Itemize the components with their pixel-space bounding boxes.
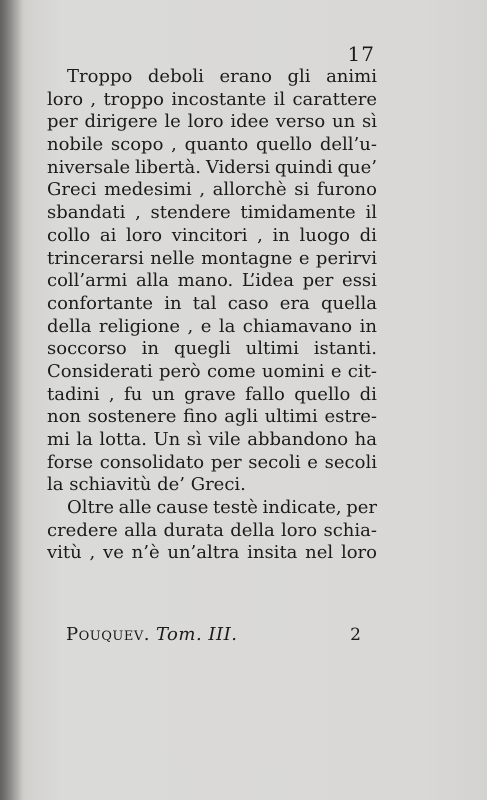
text-line xyxy=(47,542,377,565)
word: cause xyxy=(156,497,209,519)
word: e xyxy=(298,247,310,269)
word: di xyxy=(359,383,377,405)
word: ultimi xyxy=(245,338,299,360)
word: n’è xyxy=(131,542,160,564)
word: carattere xyxy=(292,88,377,110)
volume-label: Tom. III. xyxy=(155,624,238,645)
word: collo xyxy=(47,224,91,246)
word: secoli xyxy=(324,451,377,473)
word: indicate, xyxy=(262,497,342,519)
text-line xyxy=(47,66,377,89)
word: verso xyxy=(275,111,326,133)
word: Greci xyxy=(47,179,97,201)
word: in xyxy=(141,338,160,360)
word: erano xyxy=(219,66,272,87)
word: timidamente xyxy=(240,202,356,224)
word: ultimi xyxy=(264,406,318,428)
text-line: la schiavitù de’ Greci. xyxy=(47,474,246,496)
text-line xyxy=(47,134,377,157)
text-line xyxy=(47,225,377,248)
word: incostante xyxy=(171,88,267,110)
word: furono xyxy=(316,179,377,201)
text-line xyxy=(47,202,377,225)
word: per xyxy=(47,111,78,133)
word: lotta. xyxy=(99,429,147,450)
word: per xyxy=(346,497,377,519)
word: Considerati xyxy=(47,360,153,382)
word: essi xyxy=(342,270,377,292)
word: ha xyxy=(354,429,377,450)
word: stendere xyxy=(150,202,231,224)
word: in xyxy=(272,224,290,246)
word: di xyxy=(359,224,377,246)
word: in xyxy=(359,315,377,337)
word: sì xyxy=(361,111,377,133)
word: perirvi xyxy=(315,247,377,269)
text-line xyxy=(47,497,377,520)
word: quindi xyxy=(274,156,333,178)
word: libertà. xyxy=(135,156,201,178)
word: scopo xyxy=(110,134,164,156)
word: alle xyxy=(118,497,152,519)
text-line xyxy=(47,270,377,293)
word: mano. xyxy=(177,270,234,292)
word: schia- xyxy=(323,519,377,541)
word: un xyxy=(332,111,356,133)
word: , xyxy=(171,134,177,156)
word: quello xyxy=(255,134,313,156)
word: luogo xyxy=(299,224,351,246)
text-line xyxy=(47,429,377,452)
word: credere xyxy=(47,519,118,541)
word: loro xyxy=(126,224,163,246)
word: deboli xyxy=(147,66,204,87)
word: , xyxy=(199,179,206,201)
word: coll’armi xyxy=(47,270,128,292)
word: que’ xyxy=(337,156,377,178)
word: sostenere xyxy=(87,406,177,428)
text-line xyxy=(47,248,377,271)
word: abbandono xyxy=(247,429,349,450)
word: Vidersi xyxy=(205,156,271,178)
word: si xyxy=(294,179,310,201)
word: idee xyxy=(230,111,269,133)
word: Un xyxy=(153,429,181,450)
word: alla xyxy=(124,519,158,541)
word: nel xyxy=(305,542,334,564)
word: , xyxy=(90,88,97,110)
word: il xyxy=(365,202,377,224)
word: medesimi xyxy=(104,179,192,201)
word: L’idea xyxy=(241,270,294,292)
text-line xyxy=(47,111,377,134)
word: quello xyxy=(294,383,351,405)
gathering-mark: 2 xyxy=(350,625,361,645)
word: sbandati xyxy=(47,202,126,224)
word: animi xyxy=(326,66,377,87)
text-line xyxy=(47,406,377,429)
word: allorchè xyxy=(212,179,287,201)
word: , xyxy=(187,315,194,337)
word: tadini xyxy=(47,383,100,405)
text-line xyxy=(47,157,377,180)
body-text xyxy=(47,66,377,565)
word: agli xyxy=(224,406,258,428)
word: per xyxy=(210,451,242,473)
word: loro xyxy=(281,519,318,541)
text-line xyxy=(47,316,377,339)
word: Oltre xyxy=(67,497,115,519)
word: alla xyxy=(135,270,169,292)
word: la xyxy=(218,315,236,337)
word: vile xyxy=(208,429,241,450)
word: e xyxy=(330,360,342,382)
text-line xyxy=(47,293,377,316)
word: sì xyxy=(186,429,202,450)
word: , xyxy=(135,202,141,224)
word: chiamavano xyxy=(242,315,353,337)
word: le xyxy=(164,111,181,133)
word: della xyxy=(230,519,275,541)
word: niversale xyxy=(47,156,131,178)
word: vincitori xyxy=(171,224,248,246)
signature-line xyxy=(66,624,237,645)
word: estre- xyxy=(324,406,377,428)
word: per xyxy=(302,270,334,292)
word: gli xyxy=(287,66,311,87)
word: ai xyxy=(99,224,117,246)
text-line xyxy=(47,89,377,112)
word: confortante xyxy=(47,292,154,314)
page-footer xyxy=(66,624,361,645)
word: fallo xyxy=(245,383,285,405)
word: e xyxy=(200,315,212,337)
word: e xyxy=(307,451,318,473)
author-signature: Pouquev. xyxy=(66,624,150,645)
word: montagne xyxy=(201,247,293,269)
word: insita xyxy=(247,542,298,564)
word: Troppo xyxy=(67,66,133,87)
word: vitù xyxy=(47,542,82,564)
word: un xyxy=(151,383,175,405)
word: tal xyxy=(192,292,217,314)
text-line xyxy=(47,384,377,407)
word: nelle xyxy=(150,247,195,269)
word: , xyxy=(257,224,263,246)
word: un’altra xyxy=(167,542,240,564)
page-number: 17 xyxy=(347,42,375,66)
word: fu xyxy=(123,383,143,405)
word: però xyxy=(159,360,201,382)
word: troppo xyxy=(103,88,164,110)
text-line xyxy=(47,361,377,384)
word: , xyxy=(108,383,115,405)
word: in xyxy=(164,292,182,314)
word: della xyxy=(47,315,92,337)
word: grave xyxy=(184,383,236,405)
text-line xyxy=(47,452,377,475)
word: loro xyxy=(187,111,224,133)
word: quella xyxy=(320,292,377,314)
gutter-shadow xyxy=(0,0,22,800)
word: consolidato xyxy=(99,451,205,473)
word: religione xyxy=(98,315,181,337)
word: forse xyxy=(47,451,93,473)
word: cit- xyxy=(347,360,377,382)
word: loro xyxy=(340,542,377,564)
word: dirigere xyxy=(84,111,158,133)
word: nobile xyxy=(47,134,104,156)
word: secoli xyxy=(248,451,301,473)
word: durata xyxy=(163,519,224,541)
word: trincerarsi xyxy=(47,247,144,269)
word: il xyxy=(273,88,286,110)
word: la xyxy=(76,429,93,450)
word: , xyxy=(89,542,96,564)
word: dell’u- xyxy=(319,134,377,156)
word: soccorso xyxy=(47,338,127,360)
word: non xyxy=(47,406,82,428)
word: caso xyxy=(227,292,269,314)
word: mi xyxy=(47,429,70,450)
word: istanti. xyxy=(313,338,377,360)
word: testè xyxy=(212,497,258,519)
word: come xyxy=(206,360,256,382)
word: ve xyxy=(103,542,124,564)
text-line xyxy=(47,520,377,543)
word: uomini xyxy=(261,360,325,382)
word: era xyxy=(279,292,310,314)
word: loro xyxy=(47,88,84,110)
word: fino xyxy=(183,406,218,428)
text-line xyxy=(47,179,377,202)
word: quanto xyxy=(184,134,249,156)
word: quegli xyxy=(173,338,231,360)
text-line xyxy=(47,338,377,361)
